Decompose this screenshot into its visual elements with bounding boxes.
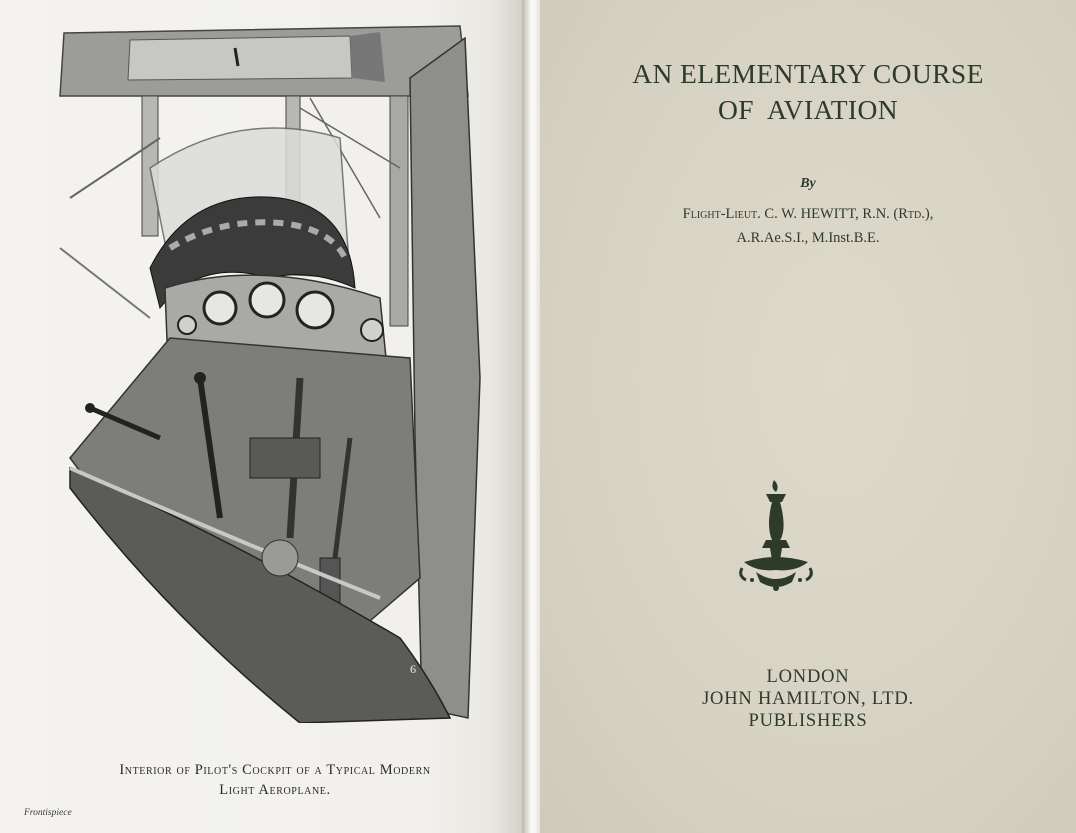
caption-line-1: Interior of Pilot's Cockpit of a Typical Modern xyxy=(119,762,431,778)
book-title xyxy=(540,56,1076,128)
imprint xyxy=(540,666,1076,732)
byline: By xyxy=(800,176,816,191)
frontispiece-label: Frontispiece xyxy=(24,808,72,818)
imprint-publisher: JOHN HAMILTON, LTD. xyxy=(702,689,914,709)
printer-ornament xyxy=(736,476,816,604)
imprint-role: PUBLISHERS xyxy=(748,711,868,731)
imprint-city: LONDON xyxy=(766,667,850,687)
cockpit-illustration xyxy=(50,18,520,723)
caption-line-2: Light Aeroplane. xyxy=(219,782,331,798)
author-line-2: A.R.Ae.S.I., M.Inst.B.E. xyxy=(736,230,880,246)
title-line-2: OF AVIATION xyxy=(717,94,898,125)
frontispiece-caption xyxy=(30,760,520,800)
svg-text:6: 6 xyxy=(410,662,416,676)
title-page xyxy=(540,0,1076,833)
title-line-1: AN ELEMENTARY COURSE xyxy=(632,58,984,89)
author-line-1: Flight-Lieut. C. W. HEWITT, R.N. (Rtd.), xyxy=(682,206,934,222)
frontispiece-page xyxy=(0,0,530,833)
author-block xyxy=(540,202,1076,250)
